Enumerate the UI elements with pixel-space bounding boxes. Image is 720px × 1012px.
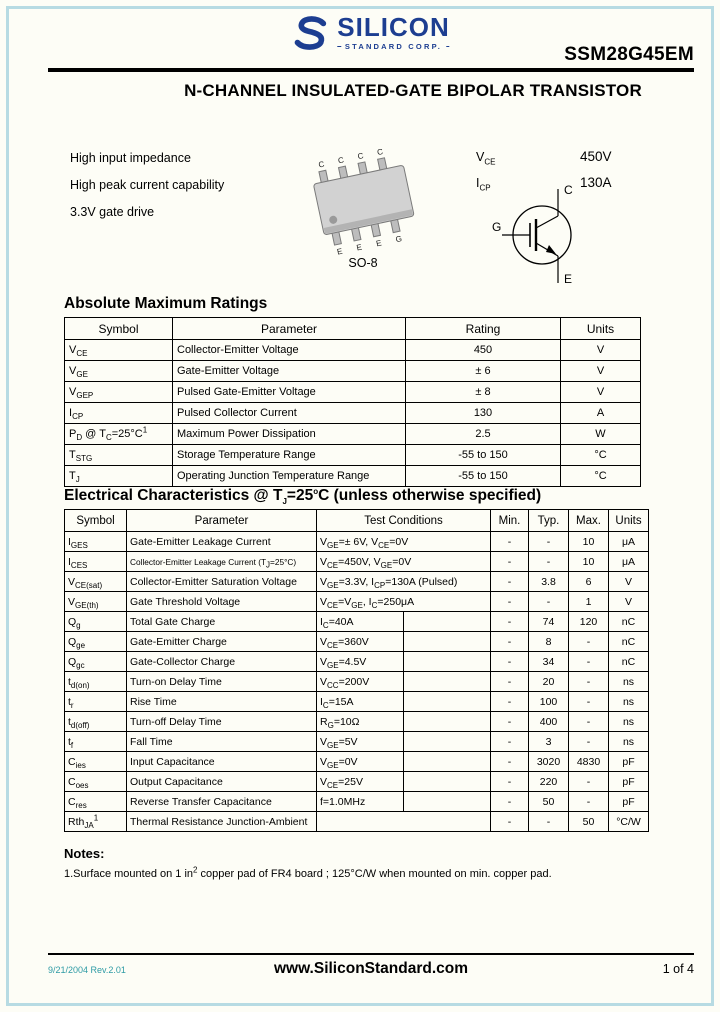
- header: [48, 10, 694, 72]
- table-cell: $T_J$: [65, 466, 173, 487]
- pin-label: C: [356, 151, 365, 162]
- table-cell: $V_{GE}=0V$: [317, 752, 404, 772]
- table-cell: Turn-on Delay Time: [127, 672, 317, 692]
- table-cell: $t_{d(off)}$: [65, 712, 127, 732]
- table-cell: $V_{GE}=\pm 6V$, $V_{CE}=0V$: [317, 532, 491, 552]
- table-cell: 120: [569, 612, 609, 632]
- column-header: Units: [609, 510, 649, 532]
- table-cell: [404, 692, 491, 712]
- column-header: Parameter: [127, 510, 317, 532]
- table-cell: -: [529, 812, 569, 832]
- table-cell: -: [491, 652, 529, 672]
- table-cell: $T_{STG}$: [65, 445, 173, 466]
- abs-max-row: [65, 361, 641, 382]
- table-cell: -: [569, 692, 609, 712]
- spec-label: $I_{CP}$: [476, 176, 491, 193]
- table-cell: Gate-Collector Charge: [127, 652, 317, 672]
- package-drawing: [288, 147, 438, 270]
- elec-char-row: [65, 692, 649, 712]
- table-cell: 220: [529, 772, 569, 792]
- table-cell: 20: [529, 672, 569, 692]
- spec-value: 130A: [580, 175, 612, 190]
- table-cell: -: [491, 772, 529, 792]
- table-cell: -: [529, 532, 569, 552]
- table-cell: [404, 772, 491, 792]
- column-header: Max.: [569, 510, 609, 532]
- feature-item: 3.3V gate drive: [70, 205, 155, 219]
- table-cell: -: [569, 652, 609, 672]
- table-cell: V: [609, 592, 649, 612]
- table-cell: $C_{oes}$: [65, 772, 127, 792]
- table-cell: Fall Time: [127, 732, 317, 752]
- spec-vce: [476, 149, 666, 167]
- table-cell: 3: [529, 732, 569, 752]
- table-cell: Gate Threshold Voltage: [127, 592, 317, 612]
- table-cell: $V_{GE}$: [65, 361, 173, 382]
- table-cell: [317, 812, 491, 832]
- feature-item: High input impedance: [70, 151, 191, 165]
- table-cell: 2.5: [406, 424, 561, 445]
- table-cell: 34: [529, 652, 569, 672]
- part-number: SSM28G45EM: [564, 44, 694, 65]
- table-cell: 50: [529, 792, 569, 812]
- table-cell: Gate-Emitter Voltage: [173, 361, 406, 382]
- table-cell: V: [609, 572, 649, 592]
- table-cell: ns: [609, 732, 649, 752]
- table-cell: °C/W: [609, 812, 649, 832]
- table-cell: -: [529, 552, 569, 572]
- notes-section: [64, 846, 694, 880]
- table-cell: $R_G=10\Omega$: [317, 712, 404, 732]
- table-cell: f=1.0MHz: [317, 792, 404, 812]
- table-cell: -: [491, 812, 529, 832]
- table-cell: W: [561, 424, 641, 445]
- note-item: 1.Surface mounted on 1 $in^2$ copper pad of FR4 board ; 125°C/W when mounted on min. copper pad.: [64, 865, 552, 880]
- table-cell: μA: [609, 552, 649, 572]
- elec-char-row: [65, 712, 649, 732]
- table-cell: 8: [529, 632, 569, 652]
- table-cell: -: [491, 792, 529, 812]
- table-cell: pF: [609, 772, 649, 792]
- spec-value: 450V: [580, 149, 612, 164]
- table-cell: Reverse Transfer Capacitance: [127, 792, 317, 812]
- column-header: Test Conditions: [317, 510, 491, 532]
- feature-item: High peak current capability: [70, 178, 225, 192]
- table-cell: [404, 752, 491, 772]
- abs-max-row: [65, 382, 641, 403]
- table-cell: $V_{CE}=450V$, $V_{GE}=0V$: [317, 552, 491, 572]
- table-cell: -: [491, 532, 529, 552]
- table-cell: V: [561, 382, 641, 403]
- table-cell: μA: [609, 532, 649, 552]
- table-cell: [404, 672, 491, 692]
- column-header: Symbol: [65, 510, 127, 532]
- table-cell: 50: [569, 812, 609, 832]
- table-cell: 3020: [529, 752, 569, 772]
- elec-char-row: [65, 772, 649, 792]
- table-cell: nC: [609, 612, 649, 632]
- abs-max-row: [65, 340, 641, 361]
- table-cell: Maximum Power Dissipation: [173, 424, 406, 445]
- table-cell: [404, 732, 491, 752]
- elec-table-body: [65, 532, 649, 832]
- table-cell: -: [569, 672, 609, 692]
- table-cell: $t_{d(on)}$: [65, 672, 127, 692]
- table-cell: -: [569, 792, 609, 812]
- column-header: Rating: [406, 318, 561, 340]
- table-cell: Collector-Emitter Leakage Current $(T_J=25^\circ C)$: [127, 552, 317, 572]
- table-cell: 130: [406, 403, 561, 424]
- pin-label: G: [394, 234, 403, 245]
- table-cell: Rth$_{JA}^1$: [65, 812, 127, 832]
- table-cell: -: [491, 612, 529, 632]
- table-cell: -: [491, 592, 529, 612]
- table-cell: $V_{GE}=4.5V$: [317, 652, 404, 672]
- footer: [48, 953, 694, 978]
- logo-text: [337, 14, 449, 51]
- table-cell: -: [491, 672, 529, 692]
- table-cell: Rise Time: [127, 692, 317, 712]
- table-cell: °C: [561, 466, 641, 487]
- emitter-label: E: [564, 272, 573, 286]
- table-cell: -: [491, 552, 529, 572]
- elec-char-row: [65, 792, 649, 812]
- table-header-row: [65, 318, 641, 340]
- elec-char-row: [65, 732, 649, 752]
- igbt-symbol: [490, 177, 610, 292]
- table-cell: Gate-Emitter Leakage Current: [127, 532, 317, 552]
- table-cell: $V_{GE}=5V$: [317, 732, 404, 752]
- pin-label: C: [317, 159, 326, 170]
- table-cell: $V_{GE(th)}$: [65, 592, 127, 612]
- table-cell: [404, 712, 491, 732]
- elec-char-row: [65, 552, 649, 572]
- overview-section: [48, 101, 694, 295]
- website-url: www.SiliconStandard.com: [273, 960, 469, 977]
- pin-label: C: [337, 155, 345, 166]
- table-cell: A: [561, 403, 641, 424]
- table-cell: -: [491, 632, 529, 652]
- elec-char-row: [65, 672, 649, 692]
- feature-list: [70, 151, 224, 232]
- logo-s-icon: [292, 15, 330, 51]
- table-cell: $Q_g$: [65, 612, 127, 632]
- table-cell: 1: [569, 592, 609, 612]
- table-cell: $I_{CES}$: [65, 552, 127, 572]
- notes-heading: Notes:: [64, 846, 105, 861]
- table-cell: $V_{CE}$: [65, 340, 173, 361]
- table-cell: -: [491, 692, 529, 712]
- table-cell: [404, 652, 491, 672]
- so8-package-image: [288, 147, 438, 259]
- gate-label: G: [492, 220, 502, 234]
- pin-label: E: [336, 246, 344, 257]
- table-cell: 10: [569, 552, 609, 572]
- table-cell: $t_f$: [65, 732, 127, 752]
- table-cell: -55 to 150: [406, 445, 561, 466]
- abs-table-body: [65, 340, 641, 487]
- table-cell: 74: [529, 612, 569, 632]
- revision-date: 9/21/2004 Rev.2.01: [48, 965, 126, 975]
- table-cell: -: [569, 712, 609, 732]
- table-cell: ns: [609, 712, 649, 732]
- elec-char-row: [65, 812, 649, 832]
- elec-char-row: [65, 632, 649, 652]
- elec-char-row: [65, 752, 649, 772]
- table-cell: Storage Temperature Range: [173, 445, 406, 466]
- abs-max-table: [64, 317, 641, 487]
- abs-max-row: [65, 403, 641, 424]
- table-cell: $Q_{ge}$: [65, 632, 127, 652]
- table-cell: Turn-off Delay Time: [127, 712, 317, 732]
- table-cell: Collector-Emitter Saturation Voltage: [127, 572, 317, 592]
- collector-label: C: [564, 183, 573, 197]
- table-cell: nC: [609, 632, 649, 652]
- table-cell: Thermal Resistance Junction-Ambient: [127, 812, 317, 832]
- table-cell: [404, 632, 491, 652]
- pin-label: E: [375, 238, 383, 249]
- package-caption: SO-8: [348, 256, 378, 270]
- abs-max-row: [65, 445, 641, 466]
- table-cell: $Q_{gc}$: [65, 652, 127, 672]
- abs-max-row: [65, 466, 641, 487]
- table-cell: $P_D$ @ $T_C=25^\circ C^1$: [65, 424, 173, 445]
- table-cell: -: [569, 772, 609, 792]
- table-header-row: [65, 510, 649, 532]
- table-cell: 400: [529, 712, 569, 732]
- table-cell: $V_{GEP}$: [65, 382, 173, 403]
- table-cell: -55 to 150: [406, 466, 561, 487]
- pin-label: C: [376, 147, 384, 158]
- table-cell: Input Capacitance: [127, 752, 317, 772]
- table-cell: -: [569, 632, 609, 652]
- table-cell: -: [491, 732, 529, 752]
- table-cell: $V_{CE(sat)}$: [65, 572, 127, 592]
- table-cell: -: [569, 732, 609, 752]
- table-cell: ± 6: [406, 361, 561, 382]
- table-cell: V: [561, 340, 641, 361]
- table-cell: 450: [406, 340, 561, 361]
- table-cell: $t_r$: [65, 692, 127, 712]
- abs-max-row: [65, 424, 641, 445]
- table-cell: 100: [529, 692, 569, 712]
- elec-char-table: [64, 509, 649, 832]
- elec-char-row: [65, 572, 649, 592]
- table-cell: °C: [561, 445, 641, 466]
- table-cell: 6: [569, 572, 609, 592]
- elec-char-heading: Electrical Characteristics @ $T_J=25^oC$ (unless otherwise specified): [64, 486, 542, 507]
- table-cell: [404, 792, 491, 812]
- table-cell: $V_{CC}=200V$: [317, 672, 404, 692]
- table-cell: $I_C=40A$: [317, 612, 404, 632]
- table-cell: $I_{CP}$: [65, 403, 173, 424]
- elec-char-row: [65, 652, 649, 672]
- table-cell: -: [491, 572, 529, 592]
- table-cell: Gate-Emitter Charge: [127, 632, 317, 652]
- column-header: Parameter: [173, 318, 406, 340]
- elec-char-row: [65, 612, 649, 632]
- page-title: N-CHANNEL INSULATED-GATE BIPOLAR TRANSISTOR: [184, 81, 642, 100]
- table-cell: 4830: [569, 752, 609, 772]
- table-cell: Pulsed Collector Current: [173, 403, 406, 424]
- table-cell: nC: [609, 652, 649, 672]
- table-cell: $C_{ies}$: [65, 752, 127, 772]
- table-cell: $I_C=15A$: [317, 692, 404, 712]
- table-cell: [404, 612, 491, 632]
- pin-label: E: [355, 242, 363, 253]
- column-header: Units: [561, 318, 641, 340]
- logo-name: SILICON: [337, 12, 450, 42]
- table-cell: 3.8: [529, 572, 569, 592]
- table-cell: pF: [609, 752, 649, 772]
- table-cell: Total Gate Charge: [127, 612, 317, 632]
- page-number: 1 of 4: [662, 962, 694, 976]
- table-cell: $V_{GE}=3.3V$, $I_{CP}=130A$ (Pulsed): [317, 572, 491, 592]
- table-cell: Output Capacitance: [127, 772, 317, 792]
- table-cell: ± 8: [406, 382, 561, 403]
- table-cell: V: [561, 361, 641, 382]
- table-cell: $V_{CE}=360V$: [317, 632, 404, 652]
- abs-max-heading: Absolute Maximum Ratings: [64, 295, 268, 312]
- column-header: Min.: [491, 510, 529, 532]
- table-cell: $C_{res}$: [65, 792, 127, 812]
- table-cell: ns: [609, 672, 649, 692]
- spec-label: $V_{CE}$: [476, 150, 496, 167]
- table-cell: -: [491, 752, 529, 772]
- table-cell: Collector-Emitter Voltage: [173, 340, 406, 361]
- table-cell: -: [491, 712, 529, 732]
- table-cell: $I_{GES}$: [65, 532, 127, 552]
- table-cell: Pulsed Gate-Emitter Voltage: [173, 382, 406, 403]
- table-cell: -: [529, 592, 569, 612]
- company-logo: [292, 14, 449, 51]
- elec-char-row: [65, 592, 649, 612]
- table-cell: $V_{CE}=25V$: [317, 772, 404, 792]
- column-header: Typ.: [529, 510, 569, 532]
- table-cell: 10: [569, 532, 609, 552]
- logo-subtitle: STANDARD CORP.: [337, 42, 449, 51]
- table-cell: pF: [609, 792, 649, 812]
- elec-char-row: [65, 532, 649, 552]
- table-cell: Operating Junction Temperature Range: [173, 466, 406, 487]
- table-cell: $V_{CE}=V_{GE}$, $I_C=250\mu A$: [317, 592, 491, 612]
- table-cell: ns: [609, 692, 649, 712]
- column-header: Symbol: [65, 318, 173, 340]
